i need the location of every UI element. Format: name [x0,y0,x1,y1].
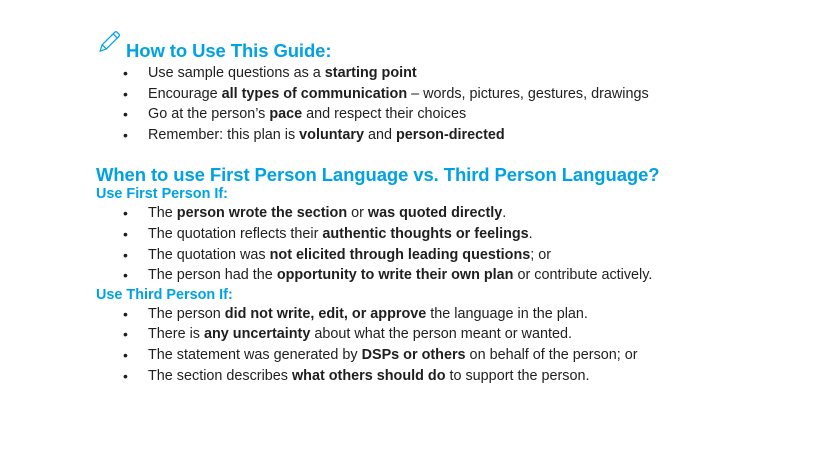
list-item [148,265,776,286]
text: or [347,205,368,222]
pencil-icon [96,28,123,55]
list-item [148,345,776,366]
guide-heading-row [96,28,776,63]
list-item [148,324,776,345]
text: – words, pictures, gestures, drawings [407,85,649,102]
text: The person had the [148,267,277,284]
bold-text: opportunity to write their own plan [276,267,514,284]
third-person-subheading: Use Third Person If: [96,286,233,303]
guide-bullet-list [96,63,776,145]
bold-text: person-directed [395,126,505,143]
list-item [148,304,776,325]
text: The quotation reflects their [148,225,323,242]
text: and [363,126,396,143]
text: There is [148,326,204,343]
text: The [148,205,177,222]
first-person-bullet-list [96,203,776,285]
text: The quotation was [148,246,270,263]
first-person-subheading: Use First Person If: [96,186,228,203]
text: Encourage [148,85,222,102]
bold-text: did not write, edit, or approve [224,305,427,322]
list-item [148,366,776,387]
list-item [148,245,776,266]
bold-text: what others should do [291,367,446,384]
text: the language in the plan. [426,305,588,322]
text: on behalf of the person; or [465,346,638,363]
bold-text: not elicited through leading questions [269,246,531,263]
text: about what the person meant or wanted. [310,326,572,343]
text: Use sample questions as a [148,65,325,81]
text: The person [148,305,225,322]
list-item [148,63,776,84]
text: or contribute actively. [513,267,653,284]
text: Remember: this plan is [148,126,300,143]
list-item [148,224,776,245]
bold-text: DSPs or others [361,346,466,363]
bold-text: starting point [324,65,417,81]
bold-text: pace [269,106,303,123]
text: The section describes [148,367,292,384]
text: Go at the person’s [148,106,270,123]
list-item [148,84,776,105]
third-person-bullet-list [96,304,776,386]
language-section-title: When to use First Person Language vs. Third Person Language? [96,164,660,186]
text: and respect their choices [302,106,467,123]
bold-text: any uncertainty [203,326,311,343]
list-item [148,125,776,146]
bold-text: voluntary [299,126,364,143]
bold-text: person wrote the section [176,205,348,222]
list-item [148,203,776,224]
text: . [528,225,533,242]
bold-text: was quoted directly [367,205,503,222]
guide-title: How to Use This Guide: [126,40,332,61]
list-item [148,104,776,125]
text: . [502,205,507,222]
bold-text: all types of communication [221,85,408,102]
text: ; or [530,246,552,263]
text: to support the person. [445,367,590,384]
bold-text: authentic thoughts or feelings [322,225,529,242]
text: The statement was generated by [148,346,362,363]
